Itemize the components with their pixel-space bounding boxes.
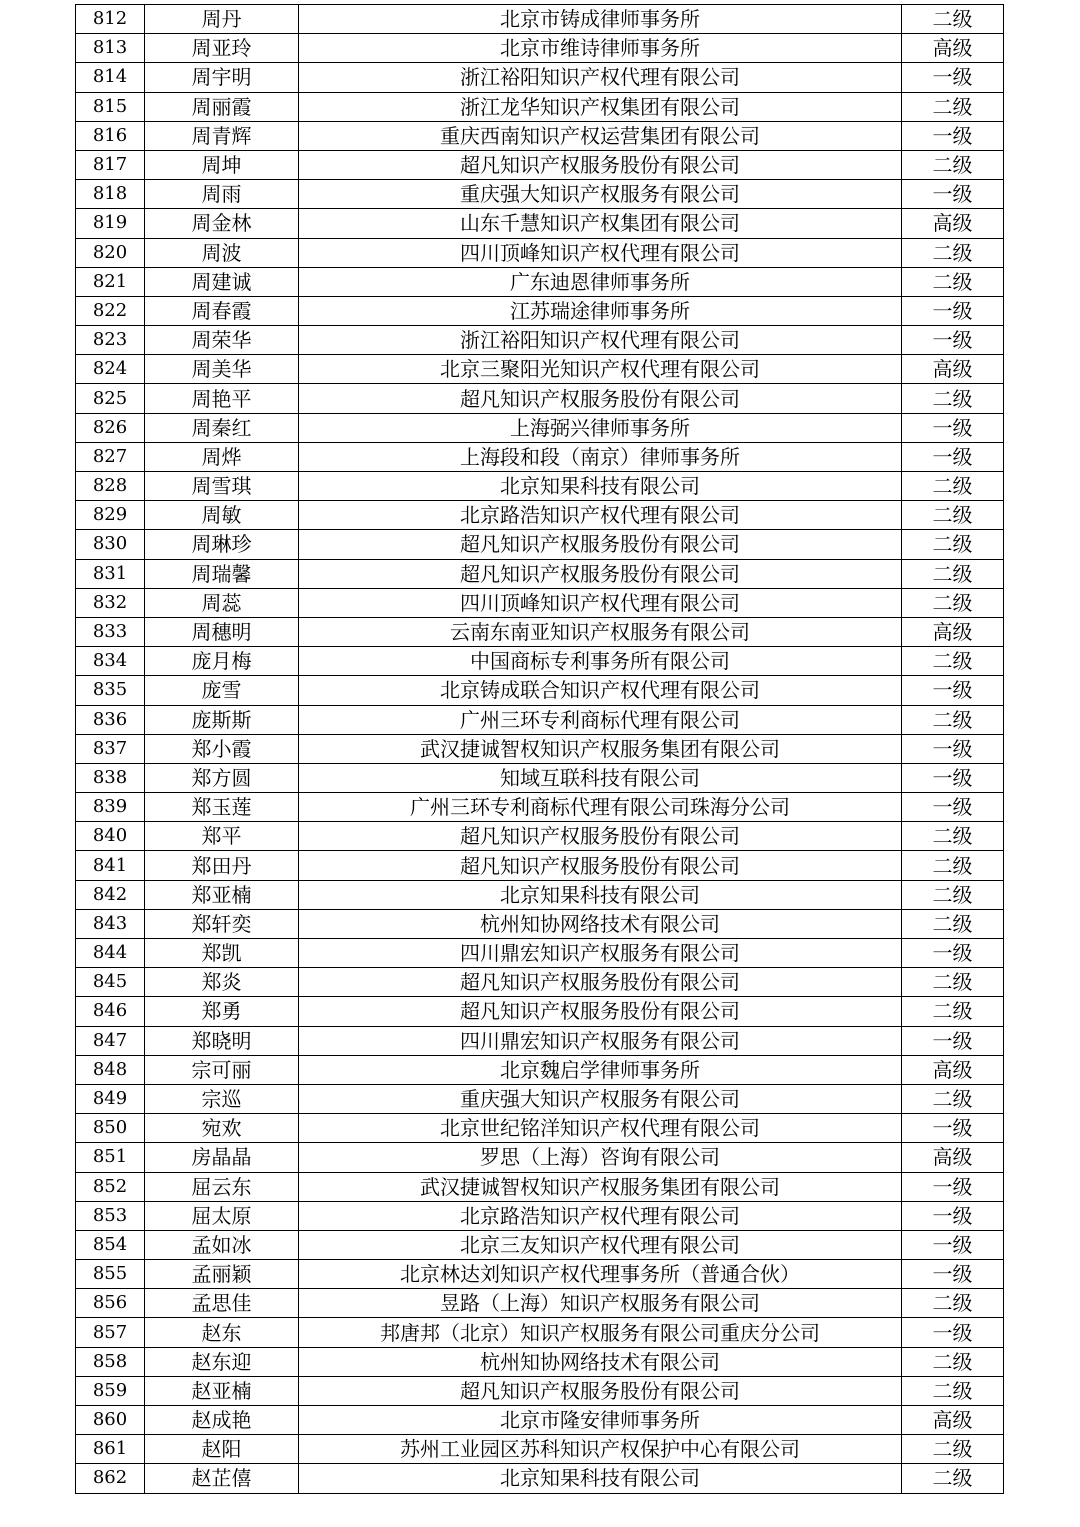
person-name: 周波 [145,238,299,267]
person-name: 周春霞 [145,296,299,325]
level-grade: 二级 [902,472,1004,501]
level-grade: 二级 [902,588,1004,617]
row-number: 833 [76,617,145,646]
row-number: 837 [76,734,145,763]
row-number: 812 [76,5,145,34]
row-number: 843 [76,909,145,938]
person-name: 庞斯斯 [145,705,299,734]
row-number: 822 [76,296,145,325]
organization-name: 上海弼兴律师事务所 [299,413,902,442]
row-number: 839 [76,793,145,822]
person-name: 周亚玲 [145,34,299,63]
table-row [76,63,1004,92]
table-row [76,1143,1004,1172]
organization-name: 北京林达刘知识产权代理事务所（普通合伙） [299,1260,902,1289]
person-name: 庞雪 [145,676,299,705]
organization-name: 浙江裕阳知识产权代理有限公司 [299,326,902,355]
table-row [76,676,1004,705]
row-number: 846 [76,997,145,1026]
person-name: 周建诚 [145,267,299,296]
table-row [76,1084,1004,1113]
row-number: 825 [76,384,145,413]
row-number: 816 [76,121,145,150]
table-row [76,588,1004,617]
organization-name: 山东千慧知识产权集团有限公司 [299,209,902,238]
row-number: 814 [76,63,145,92]
table-row [76,92,1004,121]
row-number: 847 [76,1026,145,1055]
level-grade: 二级 [902,1084,1004,1113]
person-name: 赵芷僖 [145,1464,299,1493]
level-grade: 二级 [902,1464,1004,1493]
organization-name: 北京市维诗律师事务所 [299,34,902,63]
organization-name: 广州三环专利商标代理有限公司 [299,705,902,734]
row-number: 845 [76,968,145,997]
person-name: 周秦红 [145,413,299,442]
person-name: 郑凯 [145,939,299,968]
organization-name: 重庆强大知识产权服务有限公司 [299,180,902,209]
row-number: 826 [76,413,145,442]
row-number: 836 [76,705,145,734]
row-number: 849 [76,1084,145,1113]
row-number: 855 [76,1260,145,1289]
table-row [76,5,1004,34]
level-grade: 二级 [902,647,1004,676]
level-grade: 一级 [902,1172,1004,1201]
organization-name: 超凡知识产权服务股份有限公司 [299,384,902,413]
level-grade: 一级 [902,1318,1004,1347]
table-row [76,997,1004,1026]
row-number: 829 [76,501,145,530]
table-row [76,530,1004,559]
table-row [76,472,1004,501]
row-number: 838 [76,763,145,792]
person-name: 郑玉莲 [145,793,299,822]
row-number: 818 [76,180,145,209]
person-name: 孟如冰 [145,1230,299,1259]
level-grade: 二级 [902,705,1004,734]
level-grade: 二级 [902,1289,1004,1318]
person-name: 周坤 [145,150,299,179]
person-name: 周宇明 [145,63,299,92]
row-number: 817 [76,150,145,179]
person-name: 赵成艳 [145,1406,299,1435]
person-name: 屈云东 [145,1172,299,1201]
person-name: 赵东迎 [145,1347,299,1376]
organization-name: 武汉捷诚智权知识产权服务集团有限公司 [299,734,902,763]
row-number: 823 [76,326,145,355]
person-name: 宗巡 [145,1084,299,1113]
person-name: 周瑞馨 [145,559,299,588]
table-row [76,442,1004,471]
level-grade: 二级 [902,530,1004,559]
organization-name: 北京路浩知识产权代理有限公司 [299,1201,902,1230]
table-row [76,1260,1004,1289]
row-number: 813 [76,34,145,63]
row-number: 853 [76,1201,145,1230]
organization-name: 重庆强大知识产权服务有限公司 [299,1084,902,1113]
row-number: 851 [76,1143,145,1172]
organization-name: 北京市隆安律师事务所 [299,1406,902,1435]
level-grade: 二级 [902,150,1004,179]
organization-name: 北京魏启学律师事务所 [299,1055,902,1084]
level-grade: 二级 [902,1376,1004,1405]
row-number: 856 [76,1289,145,1318]
level-grade: 二级 [902,238,1004,267]
table-row [76,793,1004,822]
table-row [76,180,1004,209]
person-name: 周琳珍 [145,530,299,559]
row-number: 832 [76,588,145,617]
table-row [76,1435,1004,1464]
person-name: 孟丽颖 [145,1260,299,1289]
table-row [76,705,1004,734]
level-grade: 一级 [902,734,1004,763]
person-name: 周荣华 [145,326,299,355]
table-row [76,296,1004,325]
level-grade: 二级 [902,1435,1004,1464]
level-grade: 二级 [902,968,1004,997]
row-number: 815 [76,92,145,121]
level-grade: 一级 [902,1114,1004,1143]
person-name: 周穗明 [145,617,299,646]
table-row [76,1172,1004,1201]
organization-name: 北京知果科技有限公司 [299,880,902,909]
person-name: 郑小霞 [145,734,299,763]
organization-name: 超凡知识产权服务股份有限公司 [299,851,902,880]
table-row [76,1201,1004,1230]
level-grade: 一级 [902,1260,1004,1289]
organization-name: 四川鼎宏知识产权服务有限公司 [299,1026,902,1055]
person-name: 郑晓明 [145,1026,299,1055]
table-row [76,763,1004,792]
person-name: 屈太原 [145,1201,299,1230]
row-number: 859 [76,1376,145,1405]
level-grade: 二级 [902,997,1004,1026]
organization-name: 浙江裕阳知识产权代理有限公司 [299,63,902,92]
roster-table-body [76,5,1004,1494]
row-number: 858 [76,1347,145,1376]
row-number: 857 [76,1318,145,1347]
organization-name: 邦唐邦（北京）知识产权服务有限公司重庆分公司 [299,1318,902,1347]
level-grade: 高级 [902,617,1004,646]
table-row [76,150,1004,179]
table-row [76,34,1004,63]
row-number: 834 [76,647,145,676]
row-number: 841 [76,851,145,880]
organization-name: 罗思（上海）咨询有限公司 [299,1143,902,1172]
organization-name: 重庆西南知识产权运营集团有限公司 [299,121,902,150]
row-number: 831 [76,559,145,588]
organization-name: 武汉捷诚智权知识产权服务集团有限公司 [299,1172,902,1201]
row-number: 852 [76,1172,145,1201]
person-name: 宛欢 [145,1114,299,1143]
organization-name: 江苏瑞途律师事务所 [299,296,902,325]
level-grade: 二级 [902,880,1004,909]
level-grade: 高级 [902,209,1004,238]
table-row [76,326,1004,355]
level-grade: 二级 [902,5,1004,34]
level-grade: 一级 [902,1230,1004,1259]
person-name: 赵亚楠 [145,1376,299,1405]
table-row [76,1230,1004,1259]
organization-name: 四川顶峰知识产权代理有限公司 [299,238,902,267]
organization-name: 超凡知识产权服务股份有限公司 [299,559,902,588]
table-row [76,355,1004,384]
level-grade: 二级 [902,267,1004,296]
table-row [76,1347,1004,1376]
row-number: 862 [76,1464,145,1493]
level-grade: 一级 [902,63,1004,92]
table-row [76,909,1004,938]
row-number: 848 [76,1055,145,1084]
level-grade: 一级 [902,326,1004,355]
table-row [76,209,1004,238]
person-name: 周烨 [145,442,299,471]
table-row [76,939,1004,968]
person-name: 郑亚楠 [145,880,299,909]
level-grade: 高级 [902,1055,1004,1084]
person-name: 房晶晶 [145,1143,299,1172]
row-number: 824 [76,355,145,384]
level-grade: 二级 [902,384,1004,413]
level-grade: 二级 [902,1347,1004,1376]
person-name: 孟思佳 [145,1289,299,1318]
row-number: 850 [76,1114,145,1143]
table-row [76,1055,1004,1084]
organization-name: 超凡知识产权服务股份有限公司 [299,150,902,179]
organization-name: 苏州工业园区苏科知识产权保护中心有限公司 [299,1435,902,1464]
table-row [76,1318,1004,1347]
person-name: 赵东 [145,1318,299,1347]
organization-name: 北京三聚阳光知识产权代理有限公司 [299,355,902,384]
person-name: 周金林 [145,209,299,238]
row-number: 835 [76,676,145,705]
table-row [76,1114,1004,1143]
row-number: 861 [76,1435,145,1464]
table-row [76,1289,1004,1318]
organization-name: 上海段和段（南京）律师事务所 [299,442,902,471]
organization-name: 超凡知识产权服务股份有限公司 [299,822,902,851]
person-name: 赵阳 [145,1435,299,1464]
organization-name: 知域互联科技有限公司 [299,763,902,792]
row-number: 844 [76,939,145,968]
table-row [76,968,1004,997]
person-name: 郑方圆 [145,763,299,792]
table-row [76,617,1004,646]
person-name: 周敏 [145,501,299,530]
level-grade: 一级 [902,763,1004,792]
organization-name: 北京知果科技有限公司 [299,1464,902,1493]
table-row [76,238,1004,267]
organization-name: 昱路（上海）知识产权服务有限公司 [299,1289,902,1318]
level-grade: 一级 [902,413,1004,442]
organization-name: 北京世纪铭洋知识产权代理有限公司 [299,1114,902,1143]
row-number: 827 [76,442,145,471]
person-name: 郑平 [145,822,299,851]
level-grade: 二级 [902,92,1004,121]
level-grade: 一级 [902,676,1004,705]
organization-name: 中国商标专利事务所有限公司 [299,647,902,676]
organization-name: 北京路浩知识产权代理有限公司 [299,501,902,530]
organization-name: 杭州知协网络技术有限公司 [299,1347,902,1376]
level-grade: 高级 [902,1143,1004,1172]
table-row [76,1026,1004,1055]
organization-name: 广东迪恩律师事务所 [299,267,902,296]
row-number: 854 [76,1230,145,1259]
level-grade: 一级 [902,939,1004,968]
table-row [76,1464,1004,1493]
person-name: 周蕊 [145,588,299,617]
person-name: 郑轩奕 [145,909,299,938]
organization-name: 超凡知识产权服务股份有限公司 [299,530,902,559]
person-name: 周雪琪 [145,472,299,501]
table-row [76,734,1004,763]
table-row [76,822,1004,851]
person-name: 周美华 [145,355,299,384]
person-name: 庞月梅 [145,647,299,676]
person-name: 郑田丹 [145,851,299,880]
row-number: 860 [76,1406,145,1435]
row-number: 821 [76,267,145,296]
roster-table [75,4,1004,1494]
person-name: 宗可丽 [145,1055,299,1084]
person-name: 郑炎 [145,968,299,997]
person-name: 周雨 [145,180,299,209]
organization-name: 四川顶峰知识产权代理有限公司 [299,588,902,617]
organization-name: 北京三友知识产权代理有限公司 [299,1230,902,1259]
organization-name: 超凡知识产权服务股份有限公司 [299,968,902,997]
level-grade: 二级 [902,501,1004,530]
organization-name: 超凡知识产权服务股份有限公司 [299,1376,902,1405]
organization-name: 北京市铸成律师事务所 [299,5,902,34]
level-grade: 二级 [902,851,1004,880]
person-name: 周丽霞 [145,92,299,121]
table-row [76,121,1004,150]
level-grade: 一级 [902,442,1004,471]
person-name: 郑勇 [145,997,299,1026]
organization-name: 北京知果科技有限公司 [299,472,902,501]
row-number: 840 [76,822,145,851]
level-grade: 高级 [902,355,1004,384]
row-number: 819 [76,209,145,238]
roster-table-wrapper [75,4,1003,1494]
row-number: 828 [76,472,145,501]
organization-name: 云南东南亚知识产权服务有限公司 [299,617,902,646]
table-row [76,1376,1004,1405]
organization-name: 杭州知协网络技术有限公司 [299,909,902,938]
level-grade: 一级 [902,1201,1004,1230]
organization-name: 超凡知识产权服务股份有限公司 [299,997,902,1026]
table-row [76,559,1004,588]
row-number: 820 [76,238,145,267]
level-grade: 一级 [902,296,1004,325]
level-grade: 一级 [902,180,1004,209]
level-grade: 二级 [902,909,1004,938]
organization-name: 浙江龙华知识产权集团有限公司 [299,92,902,121]
level-grade: 高级 [902,34,1004,63]
organization-name: 广州三环专利商标代理有限公司珠海分公司 [299,793,902,822]
level-grade: 一级 [902,1026,1004,1055]
table-row [76,413,1004,442]
person-name: 周艳平 [145,384,299,413]
table-row [76,647,1004,676]
person-name: 周青辉 [145,121,299,150]
level-grade: 一级 [902,793,1004,822]
table-row [76,267,1004,296]
level-grade: 二级 [902,559,1004,588]
level-grade: 一级 [902,121,1004,150]
organization-name: 北京铸成联合知识产权代理有限公司 [299,676,902,705]
organization-name: 四川鼎宏知识产权服务有限公司 [299,939,902,968]
table-row [76,1406,1004,1435]
table-row [76,851,1004,880]
row-number: 842 [76,880,145,909]
table-row [76,384,1004,413]
level-grade: 二级 [902,822,1004,851]
row-number: 830 [76,530,145,559]
level-grade: 高级 [902,1406,1004,1435]
person-name: 周丹 [145,5,299,34]
table-row [76,880,1004,909]
table-row [76,501,1004,530]
